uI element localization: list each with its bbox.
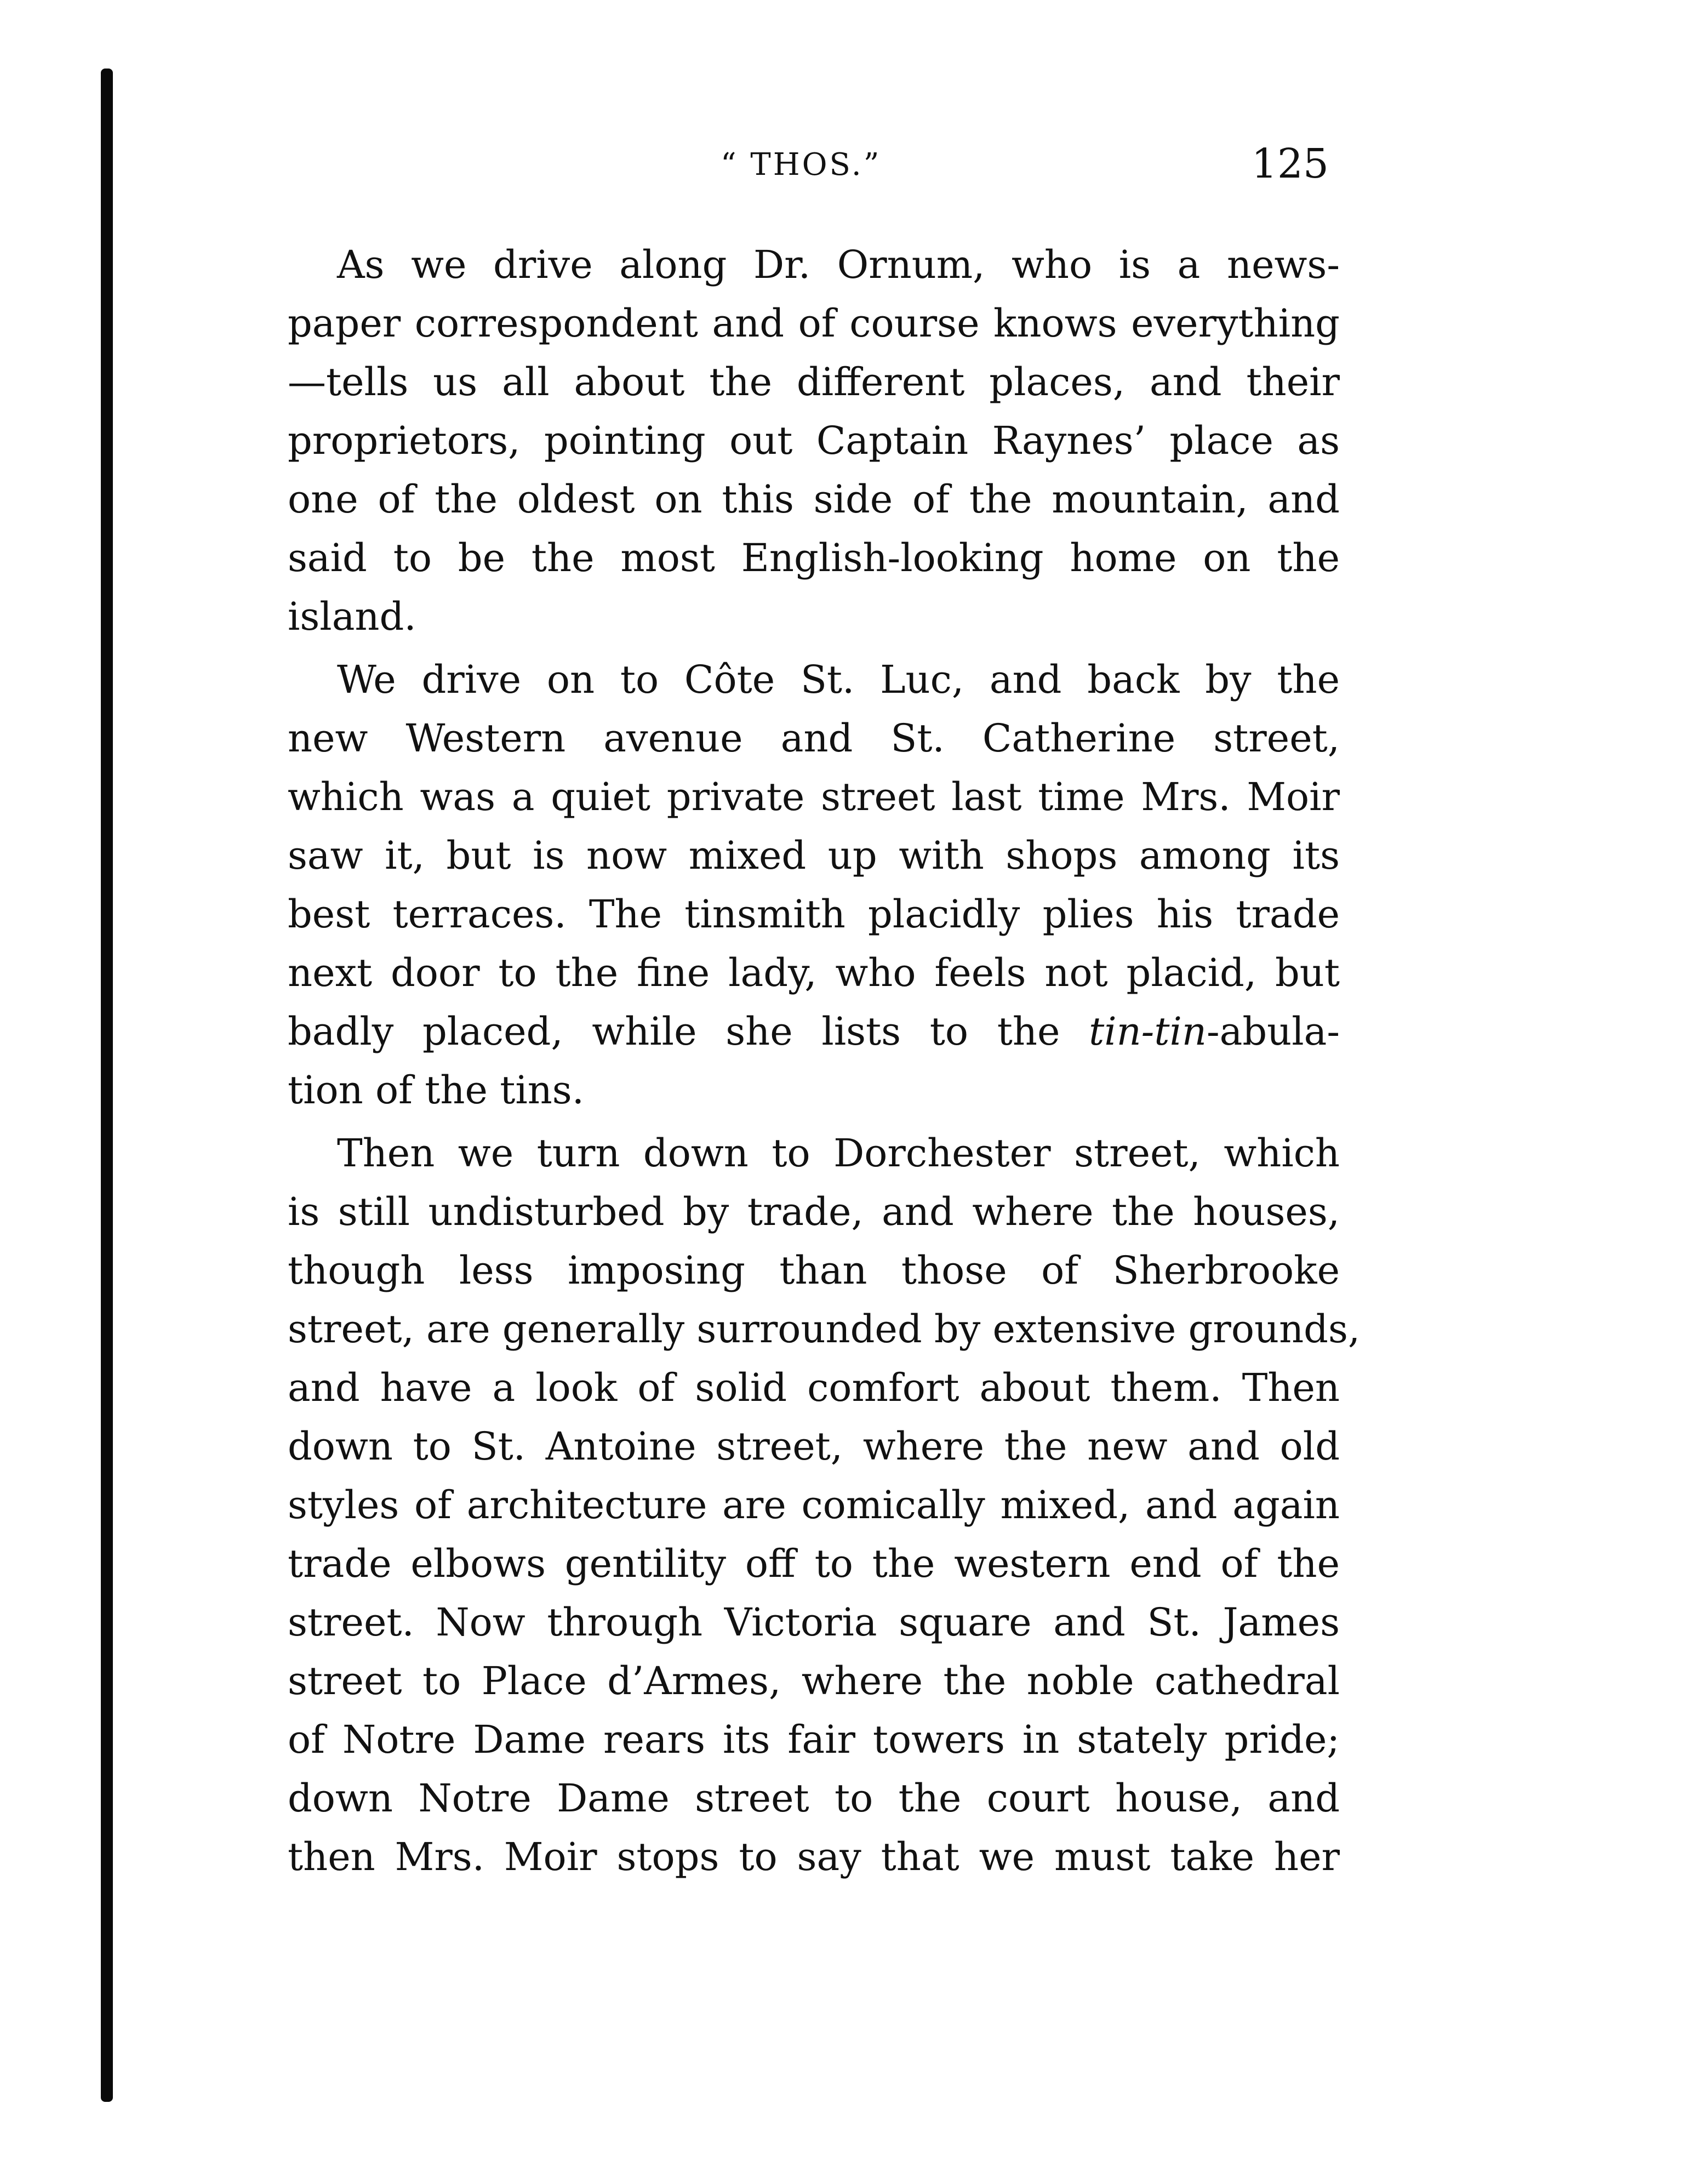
text-line: then Mrs. Moir stops to say that we must take her <box>288 1834 1340 1879</box>
text-line: down Notre Dame street to the court house, and <box>288 1776 1340 1821</box>
paragraph-2 <box>288 651 1340 1120</box>
text-line: We drive on to Côte St. Luc, and back by the <box>337 657 1340 702</box>
text-line: tion of the tins. <box>288 1068 584 1113</box>
text-line: next door to the fine lady, who feels not placid, but <box>288 950 1340 995</box>
text-line: street, are generally surrounded by extensive grounds, <box>288 1307 1361 1352</box>
text-line: Then we turn down to Dorchester street, which <box>337 1131 1340 1176</box>
text-line: down to St. Antoine street, where the new and old <box>288 1424 1340 1469</box>
line-text: badly placed, while she lists to the <box>288 1009 1089 1054</box>
text-line: proprietors, pointing out Captain Raynes’ place as <box>288 418 1340 463</box>
text-line: which was a quiet private street last time Mrs. Moir <box>288 774 1340 819</box>
paragraph-3 <box>288 1124 1361 1886</box>
text-line: street. Now through Victoria square and St. James <box>288 1600 1340 1645</box>
text-line: paper correspondent and of course knows everything <box>288 301 1340 346</box>
text-line: and have a look of solid comfort about them. Then <box>288 1365 1340 1410</box>
text-line: As we drive along Dr. Ornum, who is a news- <box>337 242 1340 287</box>
text-line: new Western avenue and St. Catherine street, <box>288 716 1340 761</box>
text-line: trade elbows gentility off to the western end of the <box>288 1541 1340 1586</box>
running-head: “ THOS.” <box>721 147 882 183</box>
text-line: is still undisturbed by trade, and where the houses, <box>288 1189 1340 1234</box>
text-line: street to Place d’Armes, where the noble cathedral <box>288 1658 1340 1703</box>
paragraph-1 <box>288 236 1340 646</box>
italic-word: tin-tin <box>1089 1009 1207 1054</box>
text-line: island. <box>288 594 416 639</box>
text-line-mixed <box>288 1002 1340 1061</box>
text-line: saw it, but is now mixed up with shops among its <box>288 833 1340 878</box>
body-text <box>288 236 1361 1886</box>
text-line: though less imposing than those of Sherbrooke <box>288 1248 1340 1293</box>
binding-edge <box>101 69 113 2102</box>
text-line: best terraces. The tinsmith placidly plies his trade <box>288 892 1340 937</box>
page-number: 125 <box>1251 140 1329 187</box>
text-line: one of the oldest on this side of the mountain, and <box>288 477 1340 522</box>
text-line: of Notre Dame rears its fair towers in stately pride; <box>288 1717 1340 1762</box>
text-line: styles of architecture are comically mixed, and again <box>288 1483 1340 1527</box>
line-suffix: -abula- <box>1206 1009 1340 1054</box>
page-header <box>288 140 1329 207</box>
text-line: —tells us all about the different places, and their <box>288 360 1340 404</box>
text-line: said to be the most English-looking home on the <box>288 535 1340 580</box>
